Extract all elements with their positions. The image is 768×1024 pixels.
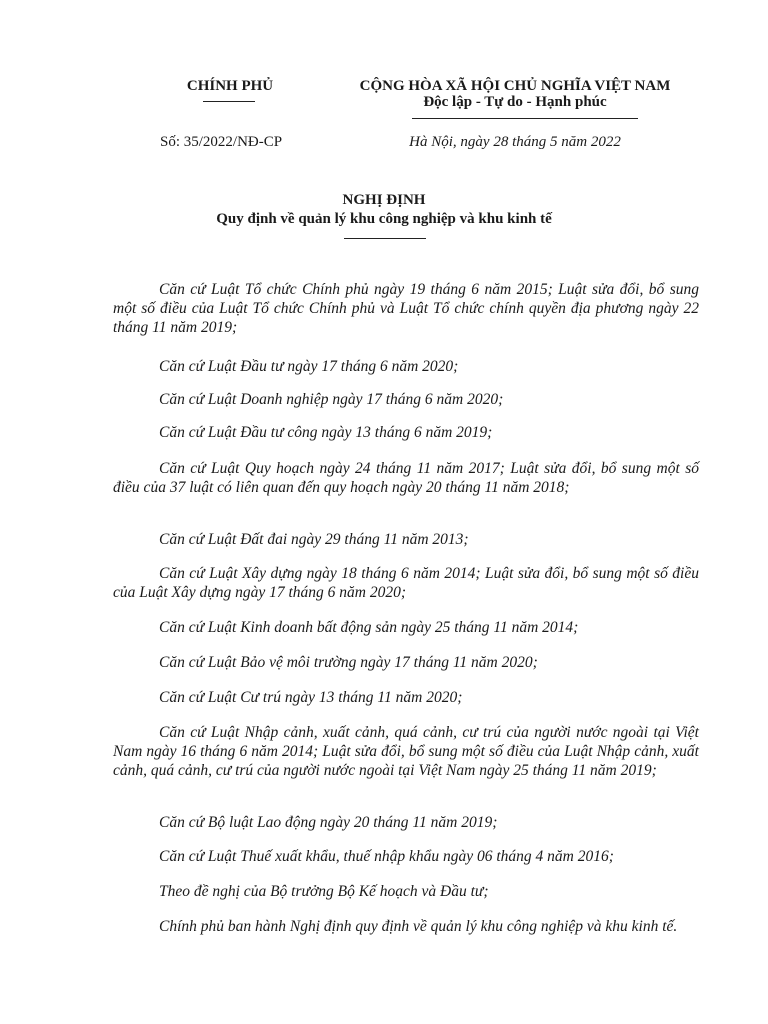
national-title: CỘNG HÒA XÃ HỘI CHỦ NGHĨA VIỆT NAM — [359, 78, 671, 94]
national-motto: Độc lập - Tự do - Hạnh phúc — [423, 94, 607, 110]
preamble-paragraph-7: Căn cứ Luật Xây dựng ngày 18 tháng 6 năm 2014; Luật sửa đổi, bổ sung một số điều của Luật Xây dựng ngày 17 tháng 6 năm 2020; — [113, 564, 699, 601]
preamble-paragraph-15: Chính phủ ban hành Nghị định quy định về quản lý khu công nghiệp và khu kinh tế. — [159, 917, 678, 935]
document-type: NGHỊ ĐỊNH — [342, 192, 426, 208]
preamble-paragraph-10: Căn cứ Luật Cư trú ngày 13 tháng 11 năm 2020; — [159, 688, 463, 706]
place-and-date: Hà Nội, ngày 28 tháng 5 năm 2022 — [409, 134, 621, 150]
subject-underline — [344, 238, 426, 239]
preamble-paragraph-4: Căn cứ Luật Đầu tư công ngày 13 tháng 6 năm 2019; — [159, 423, 493, 441]
document-subject: Quy định về quản lý khu công nghiệp và khu kinh tế — [216, 211, 552, 227]
preamble-paragraph-6: Căn cứ Luật Đất đai ngày 29 tháng 11 năm 2013; — [159, 530, 469, 548]
preamble-paragraph-13: Căn cứ Luật Thuế xuất khẩu, thuế nhập khẩu ngày 06 tháng 4 năm 2016; — [159, 847, 614, 865]
preamble-paragraph-3: Căn cứ Luật Doanh nghiệp ngày 17 tháng 6 năm 2020; — [159, 390, 504, 408]
preamble-paragraph-8: Căn cứ Luật Kinh doanh bất động sản ngày 25 tháng 11 năm 2014; — [159, 618, 579, 636]
preamble-paragraph-2: Căn cứ Luật Đầu tư ngày 17 tháng 6 năm 2020; — [159, 357, 459, 375]
preamble-paragraph-12: Căn cứ Bộ luật Lao động ngày 20 tháng 11 năm 2019; — [159, 813, 498, 831]
preamble-paragraph-9: Căn cứ Luật Bảo vệ môi trường ngày 17 tháng 11 năm 2020; — [159, 653, 538, 671]
preamble-paragraph-1: Căn cứ Luật Tổ chức Chính phủ ngày 19 tháng 6 năm 2015; Luật sửa đổi, bổ sung một số điều của Luật Tổ chức Chính phủ và Luật Tổ chức chính quyền địa phương ngày 22 tháng 11 năm 2019; — [113, 280, 699, 336]
document-number: Số: 35/2022/NĐ-CP — [160, 134, 283, 150]
preamble-paragraph-5: Căn cứ Luật Quy hoạch ngày 24 tháng 11 năm 2017; Luật sửa đổi, bổ sung một số điều của 37 luật có liên quan đến quy hoạch ngày 20 tháng 11 năm 2018; — [113, 459, 699, 496]
motto-underline — [412, 118, 638, 119]
agency-underline — [203, 101, 255, 102]
issuing-agency: CHÍNH PHỦ — [186, 78, 274, 94]
preamble-paragraph-14: Theo đề nghị của Bộ trưởng Bộ Kế hoạch và Đầu tư; — [159, 882, 489, 900]
preamble-paragraph-11: Căn cứ Luật Nhập cảnh, xuất cảnh, quá cảnh, cư trú của người nước ngoài tại Việt Nam ngày 16 tháng 6 năm 2014; Luật sửa đổi, bổ sung một số điều của Luật Nhập cảnh, xuất cảnh, quá cảnh, cư trú của người nước ngoài tại Việt Nam ngày 25 tháng 11 năm 2019; — [113, 723, 699, 779]
